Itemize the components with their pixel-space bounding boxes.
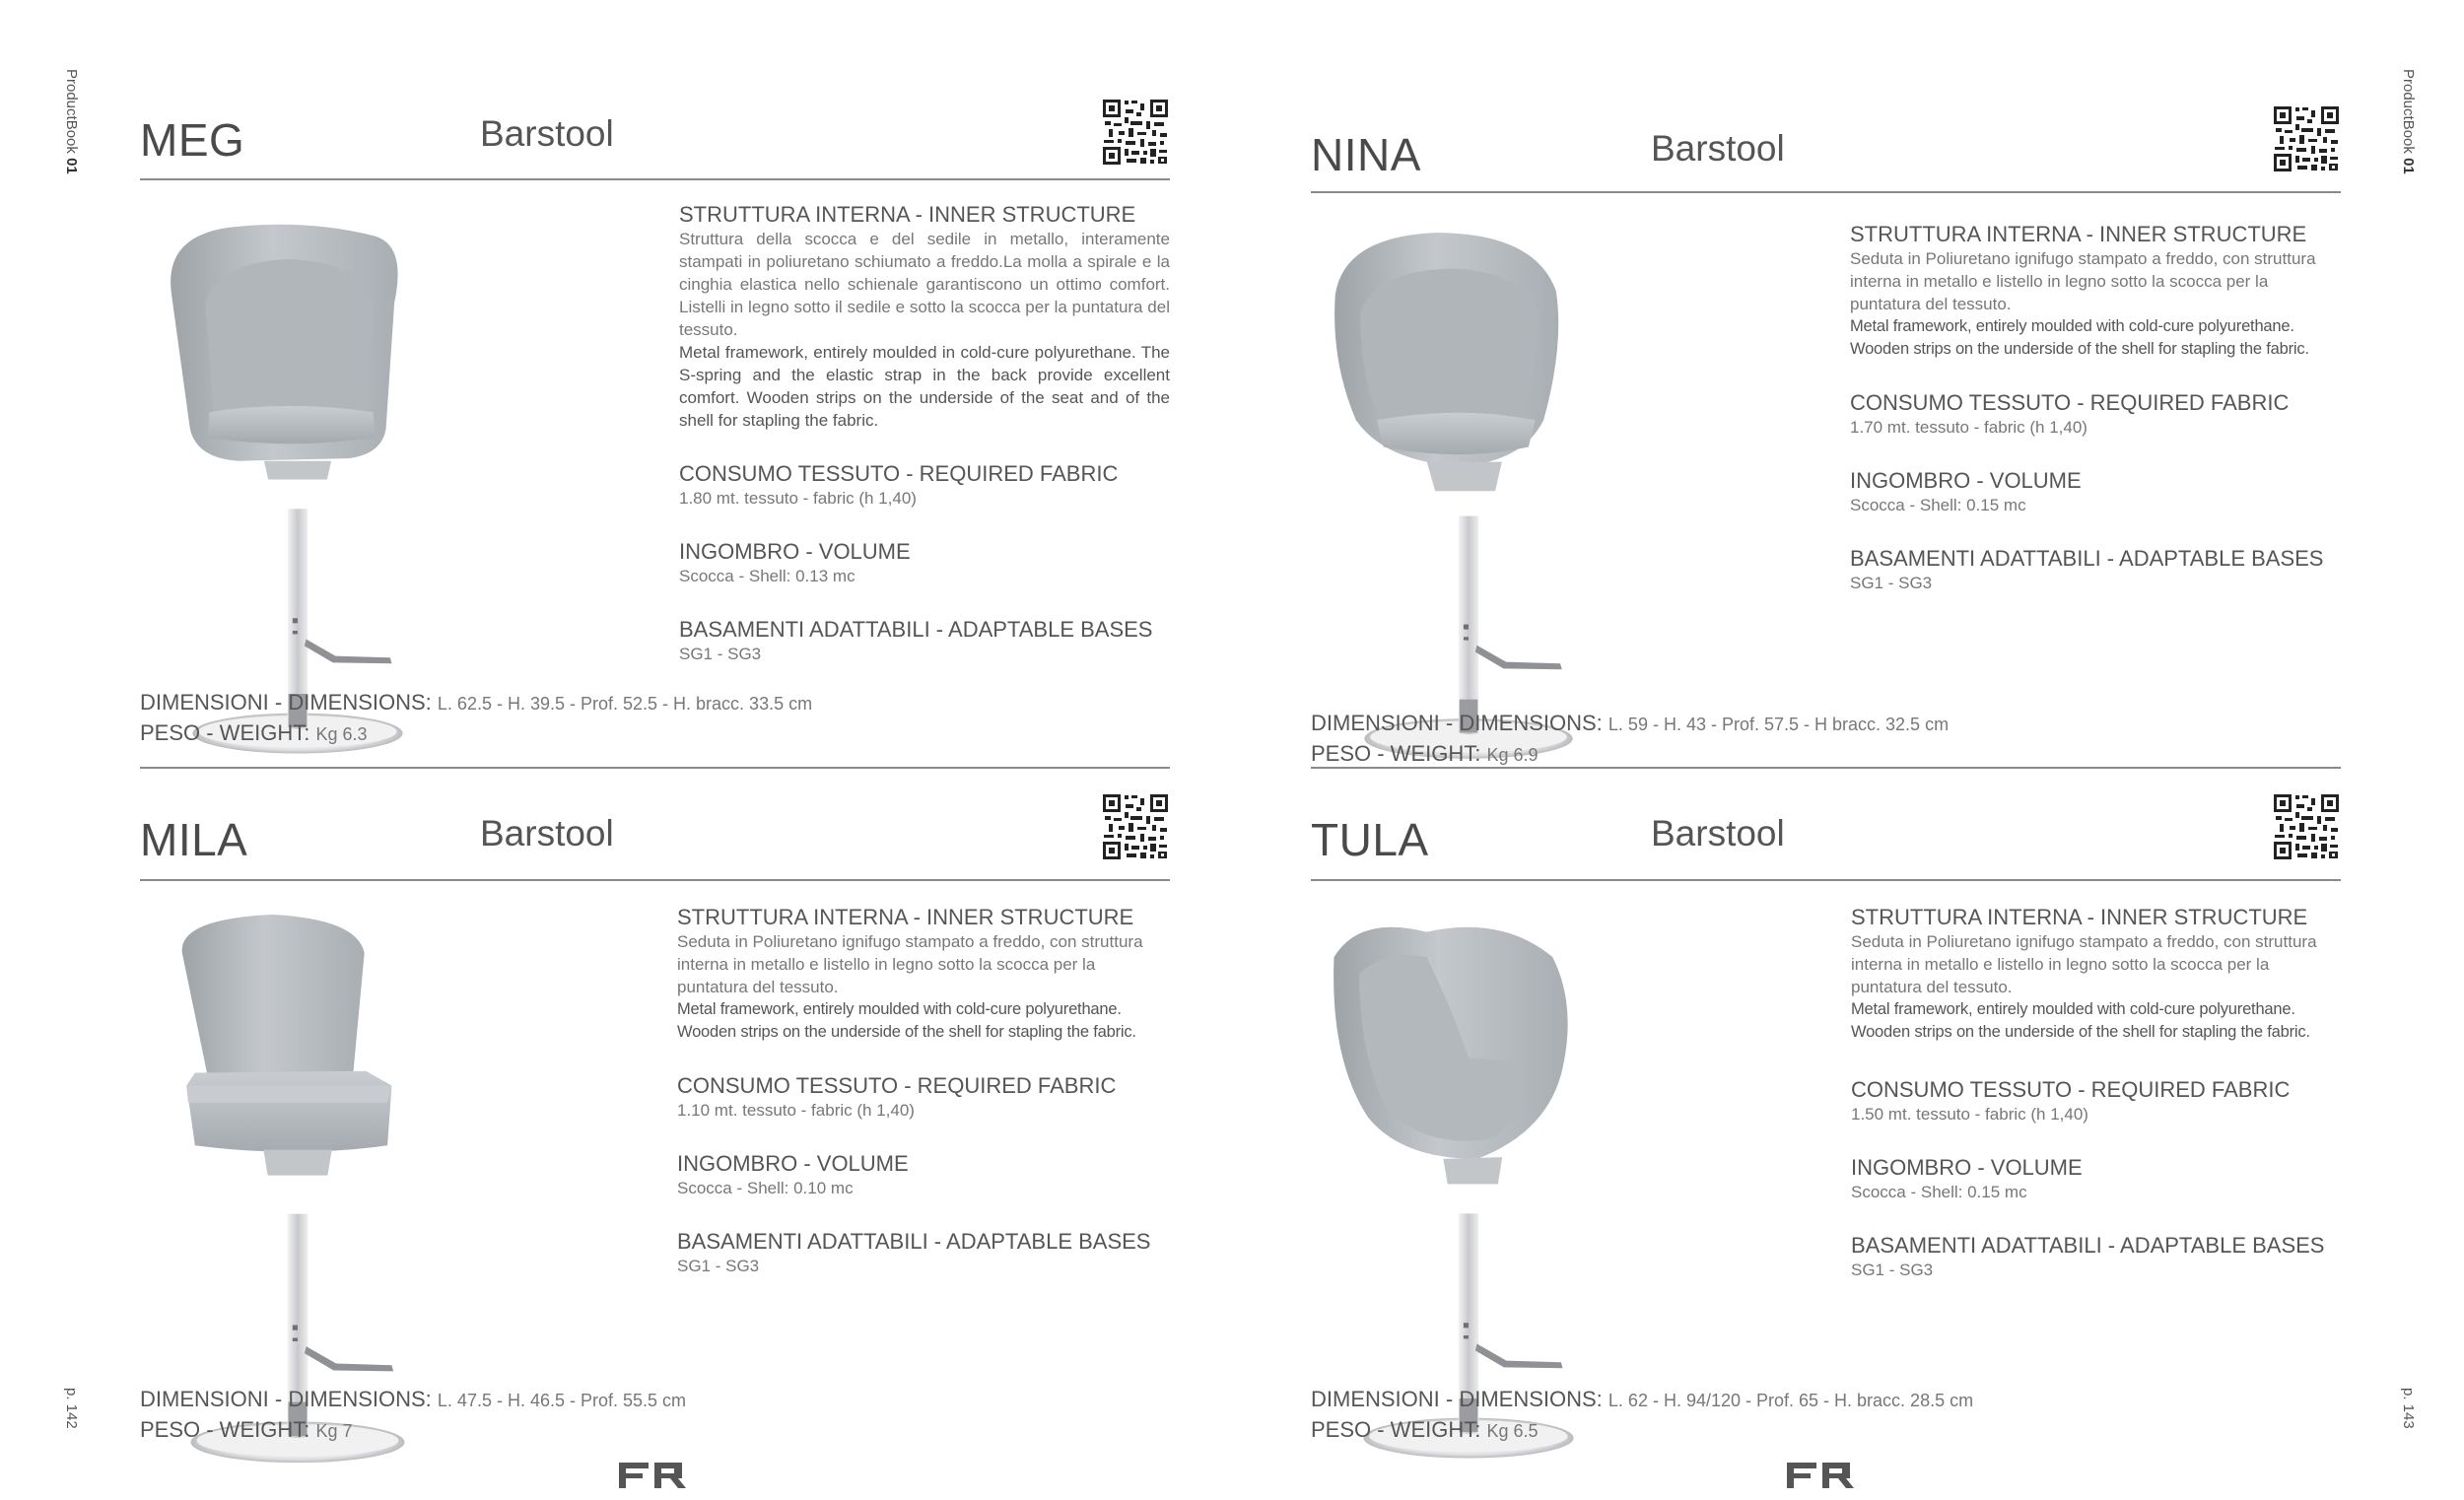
- brand-logo-icon: [1787, 1461, 1856, 1490]
- book-running-head-right: ProductBook 01: [2400, 69, 2417, 174]
- bases-value: SG1 - SG3: [1851, 1261, 1934, 1279]
- fabric-title: CONSUMO TESSUTO - REQUIRED FABRIC: [679, 461, 1119, 486]
- bases-title: BASAMENTI ADATTABILI - ADAPTABLE BASES: [679, 617, 1153, 642]
- product-meg: [140, 94, 1170, 764]
- structure-text-en: Metal framework, entirely moulded with cold-cure polyurethane. Wooden strips on the underside of the shell for stapling the fabric.: [1851, 1000, 2310, 1041]
- fabric-title: CONSUMO TESSUTO - REQUIRED FABRIC: [1851, 1077, 2291, 1102]
- spec-column: [1851, 905, 2342, 1303]
- row-separator-left: [140, 767, 1170, 769]
- fabric-value: 1.10 mt. tessuto - fabric (h 1,40): [677, 1101, 915, 1120]
- spec-column: [679, 202, 1170, 687]
- volume-title: INGOMBRO - VOLUME: [677, 1151, 909, 1176]
- spec-column: [1850, 222, 2341, 616]
- product-name: MILA: [140, 814, 248, 865]
- bases-value: SG1 - SG3: [1850, 574, 1933, 592]
- volume-title: INGOMBRO - VOLUME: [679, 539, 911, 564]
- qr-code-icon[interactable]: [2272, 104, 2341, 173]
- structure-text-en: Metal framework, entirely moulded with cold-cure polyurethane. Wooden strips on the underside of the shell for stapling the fabric.: [677, 1000, 1136, 1041]
- product-type: Barstool: [480, 813, 614, 853]
- page-number-right: p. 143: [2400, 1388, 2417, 1429]
- product-tula: [1311, 788, 2341, 1459]
- structure-title: STRUTTURA INTERNA - INNER STRUCTURE: [677, 905, 1134, 929]
- structure-title: STRUTTURA INTERNA - INNER STRUCTURE: [679, 202, 1136, 227]
- product-header: [140, 94, 1170, 192]
- page-number-left: p. 142: [63, 1388, 80, 1429]
- spec-column: [677, 905, 1168, 1299]
- header-rule: [140, 879, 1170, 881]
- row-separator-right: [1311, 767, 2341, 769]
- dimensions-line: DIMENSIONI - DIMENSIONS: L. 47.5 - H. 46.5 - Prof. 55.5 cm PESO - WEIGHT: Kg 7: [140, 1387, 687, 1442]
- product-header: [140, 788, 1170, 887]
- product-mila: [140, 788, 1170, 1459]
- qr-code-icon[interactable]: [1101, 792, 1170, 861]
- structure-text-it: Seduta in Poliuretano ignifugo stampato a freddo, con struttura interna in metallo e listello in legno sotto la scocca per la puntatura del tessuto.: [1851, 932, 2317, 996]
- product-header: [1311, 788, 2341, 887]
- volume-title: INGOMBRO - VOLUME: [1851, 1155, 2083, 1180]
- product-header: [1311, 108, 2341, 207]
- volume-value: Scocca - Shell: 0.13 mc: [679, 567, 856, 585]
- structure-text-en: Metal framework, entirely moulded in cold-cure polyurethane. The S-spring and the elastic strap in the back provide excellent comfort. Wooden strips on the underside of the seat and of the shell for stapling the fabric.: [679, 343, 1170, 430]
- qr-code-icon[interactable]: [1101, 98, 1170, 167]
- product-name: TULA: [1311, 814, 1429, 865]
- bases-value: SG1 - SG3: [677, 1257, 760, 1275]
- bases-title: BASAMENTI ADATTABILI - ADAPTABLE BASES: [1850, 546, 2324, 571]
- structure-text-en: Metal framework, entirely moulded with cold-cure polyurethane. Wooden strips on the underside of the shell for stapling the fabric.: [1850, 317, 2309, 358]
- fabric-value: 1.80 mt. tessuto - fabric (h 1,40): [679, 489, 917, 508]
- product-name: NINA: [1311, 129, 1421, 180]
- structure-title: STRUTTURA INTERNA - INNER STRUCTURE: [1850, 222, 2307, 246]
- brand-logo-icon: [619, 1461, 688, 1490]
- header-rule: [1311, 879, 2341, 881]
- structure-text-it: Seduta in Poliuretano ignifugo stampato a freddo, con struttura interna in metallo e listello in legno sotto la scocca per la puntatura del tessuto.: [1850, 249, 2316, 313]
- structure-text-it: Seduta in Poliuretano ignifugo stampato a freddo, con struttura interna in metallo e listello in legno sotto la scocca per la puntatura del tessuto.: [677, 932, 1143, 996]
- product-type: Barstool: [1651, 128, 1785, 169]
- product-type: Barstool: [1651, 813, 1785, 853]
- header-rule: [1311, 191, 2341, 193]
- bases-title: BASAMENTI ADATTABILI - ADAPTABLE BASES: [677, 1229, 1151, 1254]
- dimensions-line: DIMENSIONI - DIMENSIONS: L. 62 - H. 94/120 - Prof. 65 - H. bracc. 28.5 cm PESO - WEIGHT: Kg 6.5: [1311, 1387, 1974, 1442]
- volume-value: Scocca - Shell: 0.10 mc: [677, 1179, 854, 1197]
- dimensions-line: DIMENSIONI - DIMENSIONS: L. 59 - H. 43 - Prof. 57.5 - H bracc. 32.5 cm PESO - WEIGHT: Kg 6.9: [1311, 711, 1950, 766]
- product-name: MEG: [140, 114, 245, 166]
- bases-title: BASAMENTI ADATTABILI - ADAPTABLE BASES: [1851, 1233, 2325, 1258]
- product-photo-nina: [1281, 212, 1656, 779]
- structure-text-it: Struttura della scocca e del sedile in metallo, interamente stampati in poliuretano schiumato a freddo.La molla a spirale e la cinghia elastica nello schienale garantiscono un ottimo comfort. Listelli in legno sotto il sedile e sotto la scocca per la puntatura del tessuto.: [679, 230, 1170, 339]
- fabric-title: CONSUMO TESSUTO - REQUIRED FABRIC: [1850, 390, 2290, 415]
- dimensions-line: DIMENSIONI - DIMENSIONS: L. 62.5 - H. 39.5 - Prof. 52.5 - H. bracc. 33.5 cm PESO - WEIGHT: Kg 6.3: [140, 690, 813, 745]
- header-rule: [140, 178, 1170, 180]
- fabric-value: 1.50 mt. tessuto - fabric (h 1,40): [1851, 1105, 2088, 1124]
- fabric-value: 1.70 mt. tessuto - fabric (h 1,40): [1850, 418, 2088, 437]
- structure-title: STRUTTURA INTERNA - INNER STRUCTURE: [1851, 905, 2308, 929]
- book-running-head-left: ProductBook 01: [63, 69, 80, 174]
- volume-value: Scocca - Shell: 0.15 mc: [1850, 496, 2026, 514]
- fabric-title: CONSUMO TESSUTO - REQUIRED FABRIC: [677, 1073, 1117, 1098]
- volume-value: Scocca - Shell: 0.15 mc: [1851, 1183, 2027, 1201]
- product-nina: [1311, 108, 2341, 779]
- bases-value: SG1 - SG3: [679, 645, 762, 663]
- product-type: Barstool: [480, 113, 614, 154]
- qr-code-icon[interactable]: [2272, 792, 2341, 861]
- volume-title: INGOMBRO - VOLUME: [1850, 468, 2082, 493]
